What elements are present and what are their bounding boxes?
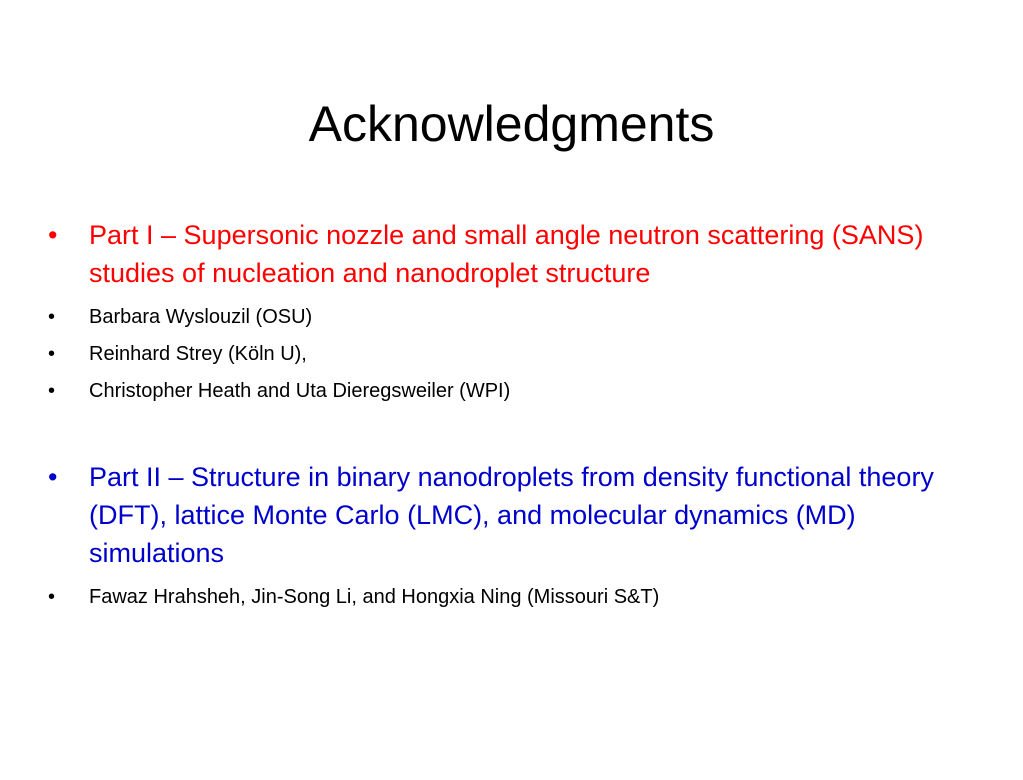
part1-person-text: Reinhard Strey (Köln U), [89, 343, 307, 365]
bullet-dot: • [48, 220, 58, 250]
bullet-dot: • [48, 380, 56, 402]
bullet-dot: • [48, 462, 58, 492]
part1-heading-text: Part I – Supersonic nozzle and small angle neutron scattering (SANS) studies of nucleation and nanodroplet structure [89, 220, 924, 288]
part1-person-bullet [46, 378, 996, 404]
part2-heading-text: Part II – Structure in binary nanodroplets from density functional theory (DFT), lattice Monte Carlo (LMC), and molecular dynamics (MD) simulations [89, 462, 934, 568]
acknowledgments-list [46, 216, 996, 610]
part2-heading-bullet [46, 458, 996, 572]
part1-heading-bullet [46, 216, 996, 292]
bullet-dot: • [48, 306, 56, 328]
bullet-dot: • [48, 343, 56, 365]
slide-title: Acknowledgments [308, 96, 715, 152]
part2-person-bullet [46, 584, 996, 610]
part1-person-text: Barbara Wyslouzil (OSU) [89, 306, 313, 328]
part1-person-bullet [46, 304, 996, 330]
part2-person-text: Fawaz Hrahsheh, Jin-Song Li, and Hongxia Ning (Missouri S&T) [89, 586, 660, 608]
bullet-dot: • [48, 586, 56, 608]
part1-person-bullet [46, 341, 996, 367]
part1-person-text: Christopher Heath and Uta Dieregsweiler (WPI) [89, 380, 511, 402]
